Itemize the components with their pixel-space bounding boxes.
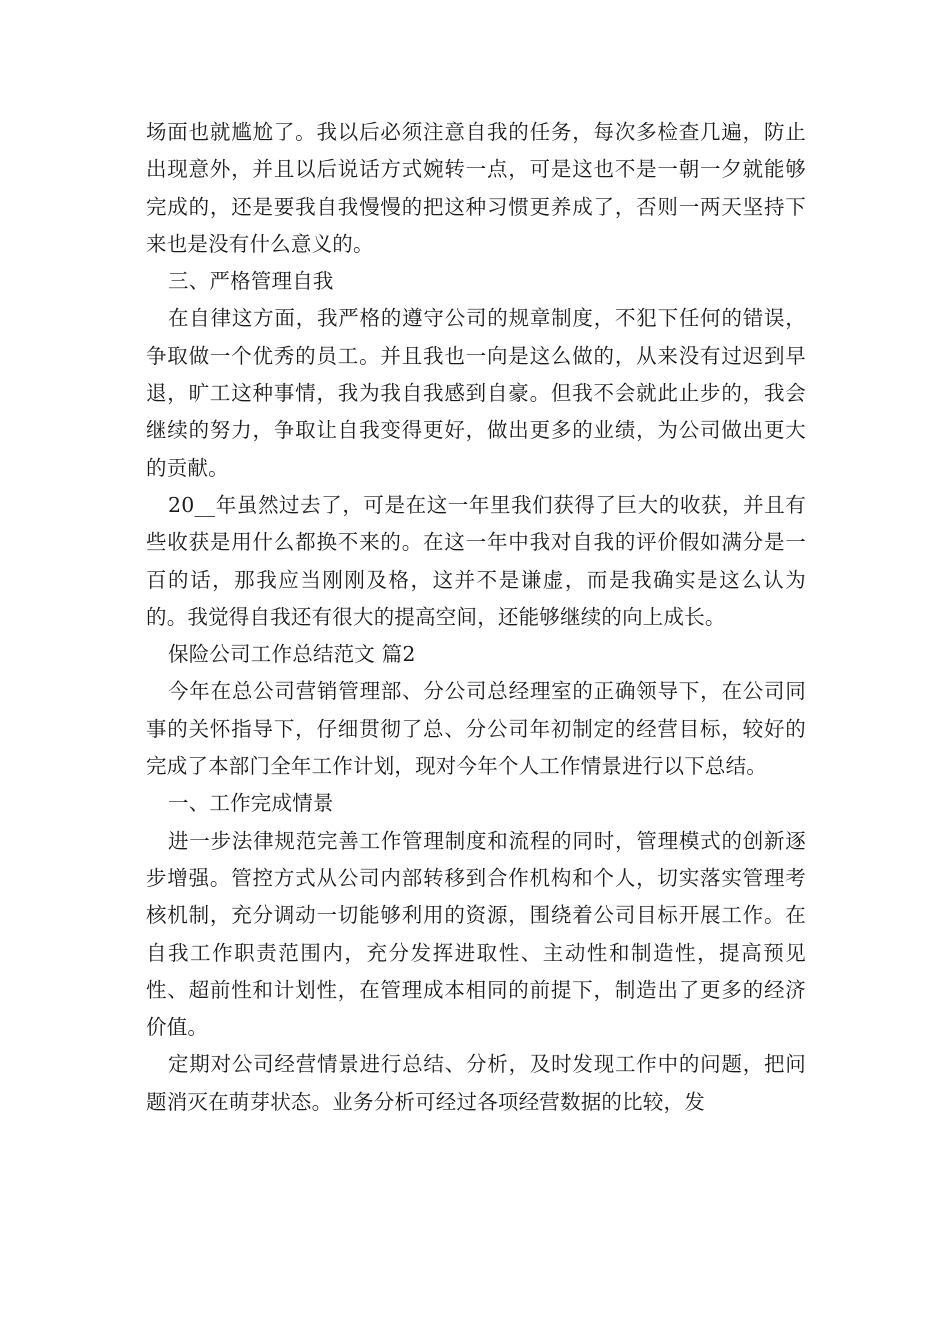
paragraph: 20__年虽然过去了，可是在这一年里我们获得了巨大的收获，并且有些收获是用什么都换不来的。在这一年中我对自我的评价假如满分是一百的话，那我应当刚刚及格，这并不是谦虚，而是我确实是这么认为的。我觉得自我还有很大的提高空间，还能够继续的向上成长。 [146, 492, 806, 629]
paragraph: 场面也就尴尬了。我以后必须注意自我的任务，每次多检查几遍，防止出现意外，并且以后说话方式婉转一点，可是这也不是一朝一夕就能够完成的，还是要我自我慢慢的把这种习惯更养成了，否则一两天坚持下来也是没有什么意义的。 [146, 120, 806, 256]
section-heading: 一、工作完成情景 [168, 791, 334, 816]
paragraph: 定期对公司经营情景进行总结、分析，及时发现工作中的问题，把问题消灭在萌芽状态。业务分析可经过各项经营数据的比较，发 [146, 1052, 806, 1114]
paragraph: 进一步法律规范完善工作管理制度和流程的同时，管理模式的创新逐步增强。管控方式从公司内部转移到合作机构和个人，切实落实管理考核机制，充分调动一切能够利用的资源，围绕着公司目标开展工作。在自我工作职责范围内，充分发挥进取性、主动性和制造性，提高预见性、超前性和计划性，在管理成本相同的前提下，制造出了更多的经济价值。 [146, 828, 806, 1040]
article-title: 保险公司工作总结范文 篇2 [168, 642, 416, 667]
paragraph: 今年在总公司营销管理部、分公司总经理室的正确领导下，在公司同事的关怀指导下，仔细贯彻了总、分公司年初制定的经营目标，较好的完成了本部门全年工作计划，现对今年个人工作情景进行以下总结。 [146, 679, 806, 779]
section-heading: 三、严格管理自我 [168, 269, 334, 294]
paragraph: 在自律这方面，我严格的遵守公司的规章制度，不犯下任何的错误，争取做一个优秀的员工。并且我也一向是这么做的，从来没有过迟到早退，旷工这种事情，我为我自我感到自豪。但我不会就此止步的，我会继续的努力，争取让自我变得更好，做出更多的业绩，为公司做出更大的贡献。 [146, 306, 806, 480]
document-page [146, 114, 806, 1121]
